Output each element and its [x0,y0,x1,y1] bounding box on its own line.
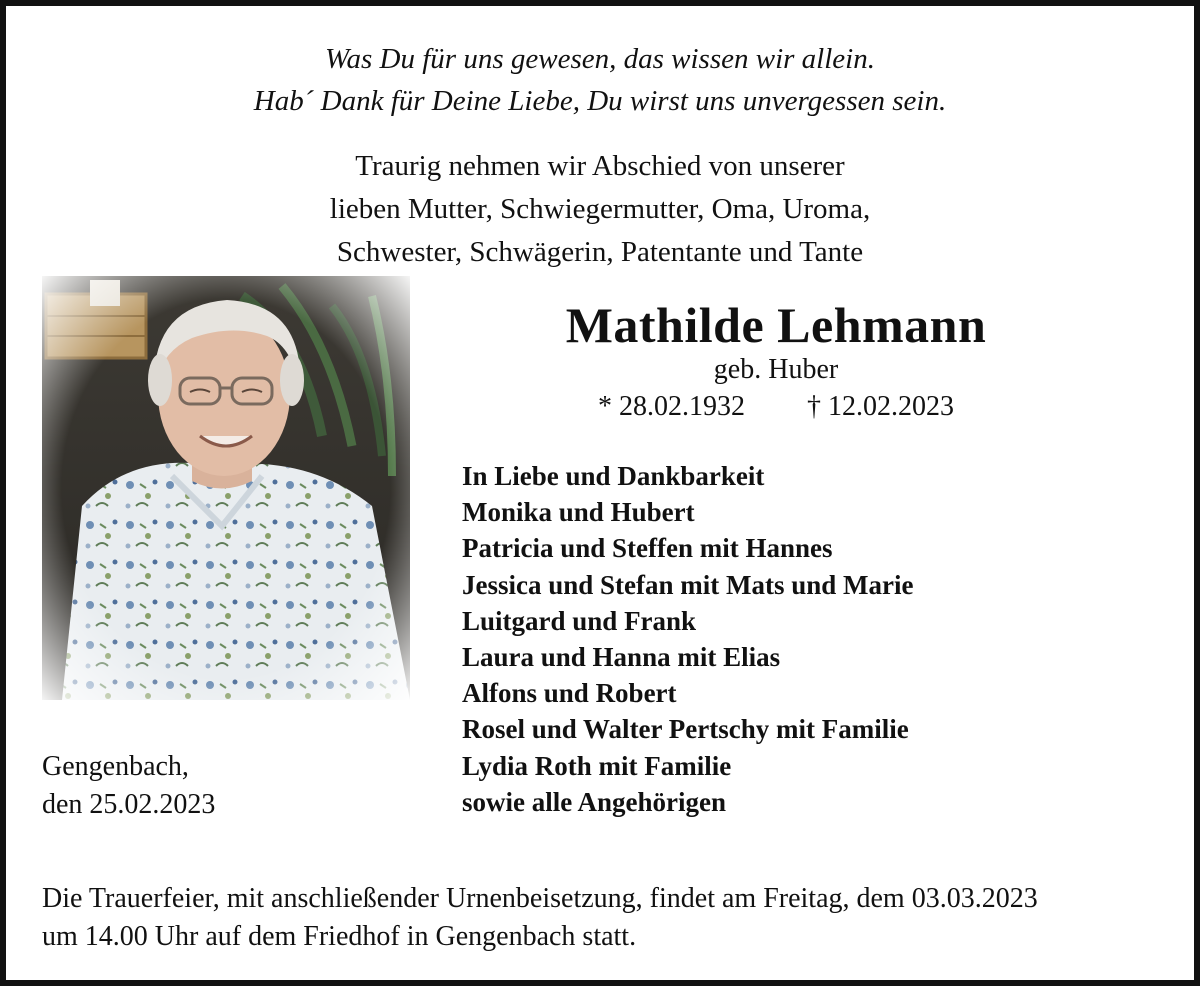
farewell-intro [6,145,1194,274]
place: Gengenbach, [42,751,189,782]
mourner-line: Jessica und Stefan mit Mats und Marie [462,569,914,600]
poem-line-2: Hab´ Dank für Deine Liebe, Du wirst uns unvergessen sein. [253,85,947,117]
mourner-line: Laura und Hanna mit Elias [462,642,781,673]
mourner-line: Alfons und Robert [462,678,677,709]
funeral-line-2: um 14.00 Uhr auf dem Friedhof in Gengenbach statt. [42,921,637,952]
place-and-date [42,748,215,824]
mourner-line: Rosel und Walter Pertschy mit Familie [462,714,909,745]
death-date: † 12.02.2023 [807,391,954,422]
life-dates [406,389,1146,425]
notice-date: den 25.02.2023 [42,789,216,820]
mourner-line: Luitgard und Frank [462,605,697,636]
poem-line-1: Was Du für uns gewesen, das wissen wir allein. [325,43,875,75]
maiden-name: geb. Huber [713,354,839,385]
mourner-line: Lydia Roth mit Familie [462,750,732,781]
mourner-line: sowie alle Angehörigen [462,786,726,817]
mourner-line: Patricia und Steffen mit Hannes [462,533,833,564]
intro-line-3: Schwester, Schwägerin, Patentante und Tante [336,236,864,268]
funeral-line-1: Die Trauerfeier, mit anschließender Urnenbeisetzung, findet am Freitag, dem 03.03.2023 [42,883,1038,914]
mourner-line: Monika und Hubert [462,497,695,528]
mourner-line: In Liebe und Dankbarkeit [462,461,765,491]
portrait-illustration [42,276,410,700]
intro-line-1: Traurig nehmen wir Abschied von unserer [355,150,845,182]
birth-date: * 28.02.1932 [598,391,745,422]
deceased-name: Mathilde Lehmann [565,297,987,353]
funeral-details [42,880,1038,956]
mourners-list [462,458,914,820]
memorial-poem [6,38,1194,122]
intro-line-2: lieben Mutter, Schwiegermutter, Oma, Uroma, [329,193,871,225]
portrait-photo [42,276,410,700]
